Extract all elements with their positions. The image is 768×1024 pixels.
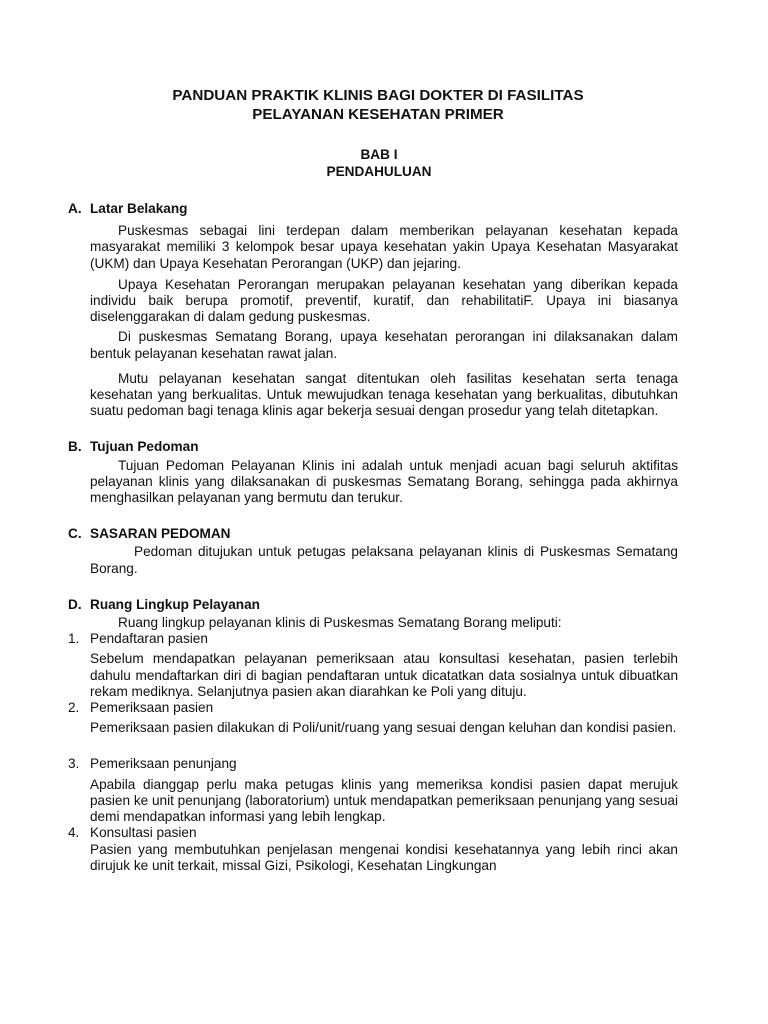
document-title-line-2: PELAYANAN KESEHATAN PRIMER — [252, 106, 504, 123]
section-a-paragraph-3: Di puskesmas Sematang Borang, upaya kesehatan perorangan ini dilaksanakan dalam bentuk pelayanan kesehatan rawat jalan. — [90, 329, 678, 361]
section-c-title: SASARAN PEDOMAN — [90, 526, 231, 542]
list-item-2-heading — [68, 700, 678, 716]
chapter-heading — [68, 146, 678, 180]
list-item-3-heading — [68, 756, 678, 772]
section-a-paragraph-2: Upaya Kesehatan Perorangan merupakan pelayanan kesehatan yang diberikan kepada individu baik berupa promotif, preventif, kuratif, dan rehabilitatiF. Upaya ini biasanya diselenggarakan di dalam gedung puskesmas. — [90, 276, 678, 325]
section-a-letter: A. — [68, 201, 82, 216]
document-title — [68, 86, 678, 124]
section-d-heading — [68, 597, 678, 613]
list-item-3-title: Pemeriksaan penunjang — [90, 756, 237, 772]
document-title-line-1: PANDUAN PRAKTIK KLINIS BAGI DOKTER DI FASILITAS — [172, 87, 584, 104]
list-item-3-number: 3. — [68, 756, 80, 772]
list-item-4-title: Konsultasi pasien — [90, 825, 197, 841]
section-b-letter: B. — [68, 439, 82, 455]
list-item-3-body: Apabila dianggap perlu maka petugas klinis yang memeriksa kondisi pasien dapat merujuk pasien ke unit penunjang (laboratorium) untuk mendapatkan pemeriksaan penunjang yang sesuai demi mendapatkan informasi yang lebih lengkap. — [90, 776, 678, 825]
list-item-1-body: Sebelum mendapatkan pelayanan pemeriksaan atau konsultasi kesehatan, pasien terlebih dahulu mendaftarkan diri di bagian pendaftaran untuk dicatatkan data sosialnya untuk dibuatkan rekam mediknya. Selanjutnya pasien akan diarahkan ke Poli yang dituju. — [90, 651, 678, 699]
list-item-2-body: Pemeriksaan pasien dilakukan di Poli/unit/ruang yang sesuai dengan keluhan dan kondisi pasien. — [90, 720, 677, 736]
section-b-heading — [68, 439, 678, 455]
list-item-2-number: 2. — [68, 700, 80, 716]
chapter-name: PENDAHULUAN — [326, 164, 432, 179]
section-a-title: Latar Belakang — [90, 201, 188, 216]
chapter-number: BAB I — [360, 147, 398, 162]
section-a-paragraph-1: Puskesmas sebagai lini terdepan dalam memberikan pelayanan kesehatan kepada masyarakat memiliki 3 kelompok besar upaya kesehatan yakin Upaya Kesehatan Masyarakat (UKM) dan Upaya Kesehatan Perorangan (UKP) dan jejaring. — [90, 223, 678, 271]
list-item-4-number: 4. — [68, 825, 80, 841]
section-b-title: Tujuan Pedoman — [90, 439, 199, 455]
section-c-letter: C. — [68, 526, 82, 542]
list-item-1-number: 1. — [68, 631, 80, 647]
list-item-4-heading — [68, 825, 678, 841]
section-c-heading — [68, 526, 678, 542]
list-item-1-heading — [68, 631, 678, 647]
section-d-letter: D. — [68, 596, 82, 612]
list-item-4-body: Pasien yang membutuhkan penjelasan mengenai kondisi kesehatannya yang lebih rinci akan dirujuk ke unit terkait, missal Gizi, Psikologi, Kesehatan Lingkungan — [90, 841, 678, 873]
list-item-2-title: Pemeriksaan pasien — [90, 700, 214, 716]
section-a-paragraph-4: Mutu pelayanan kesehatan sangat ditentukan oleh fasilitas kesehatan serta tenaga kesehatan yang berkualitas. Untuk mewujudkan tenaga kesehatan yang berkualitas, dibutuhkan suatu pedoman bagi tenaga klinis agar bekerja sesuai dengan prosedur yang telah ditetapkan. — [90, 370, 678, 419]
list-item-1-title: Pendaftaran pasien — [90, 631, 208, 647]
section-b-paragraph-1: Tujuan Pedoman Pelayanan Klinis ini adalah untuk menjadi acuan bagi seluruh aktifitas pelayanan klinis yang dilaksanakan di puskesmas Sematang Borang, sehingga pada akhirnya menghasilkan pelayanan yang bermutu dan terukur. — [90, 457, 678, 506]
section-c-paragraph-1: Pedoman ditujukan untuk petugas pelaksana pelayanan klinis di Puskesmas Sematang Borang. — [90, 544, 678, 576]
section-d-intro: Ruang lingkup pelayanan klinis di Puskesmas Sematang Borang meliputi: — [118, 615, 562, 631]
section-a-heading — [68, 201, 678, 217]
section-d-title: Ruang Lingkup Pelayanan — [90, 596, 260, 612]
